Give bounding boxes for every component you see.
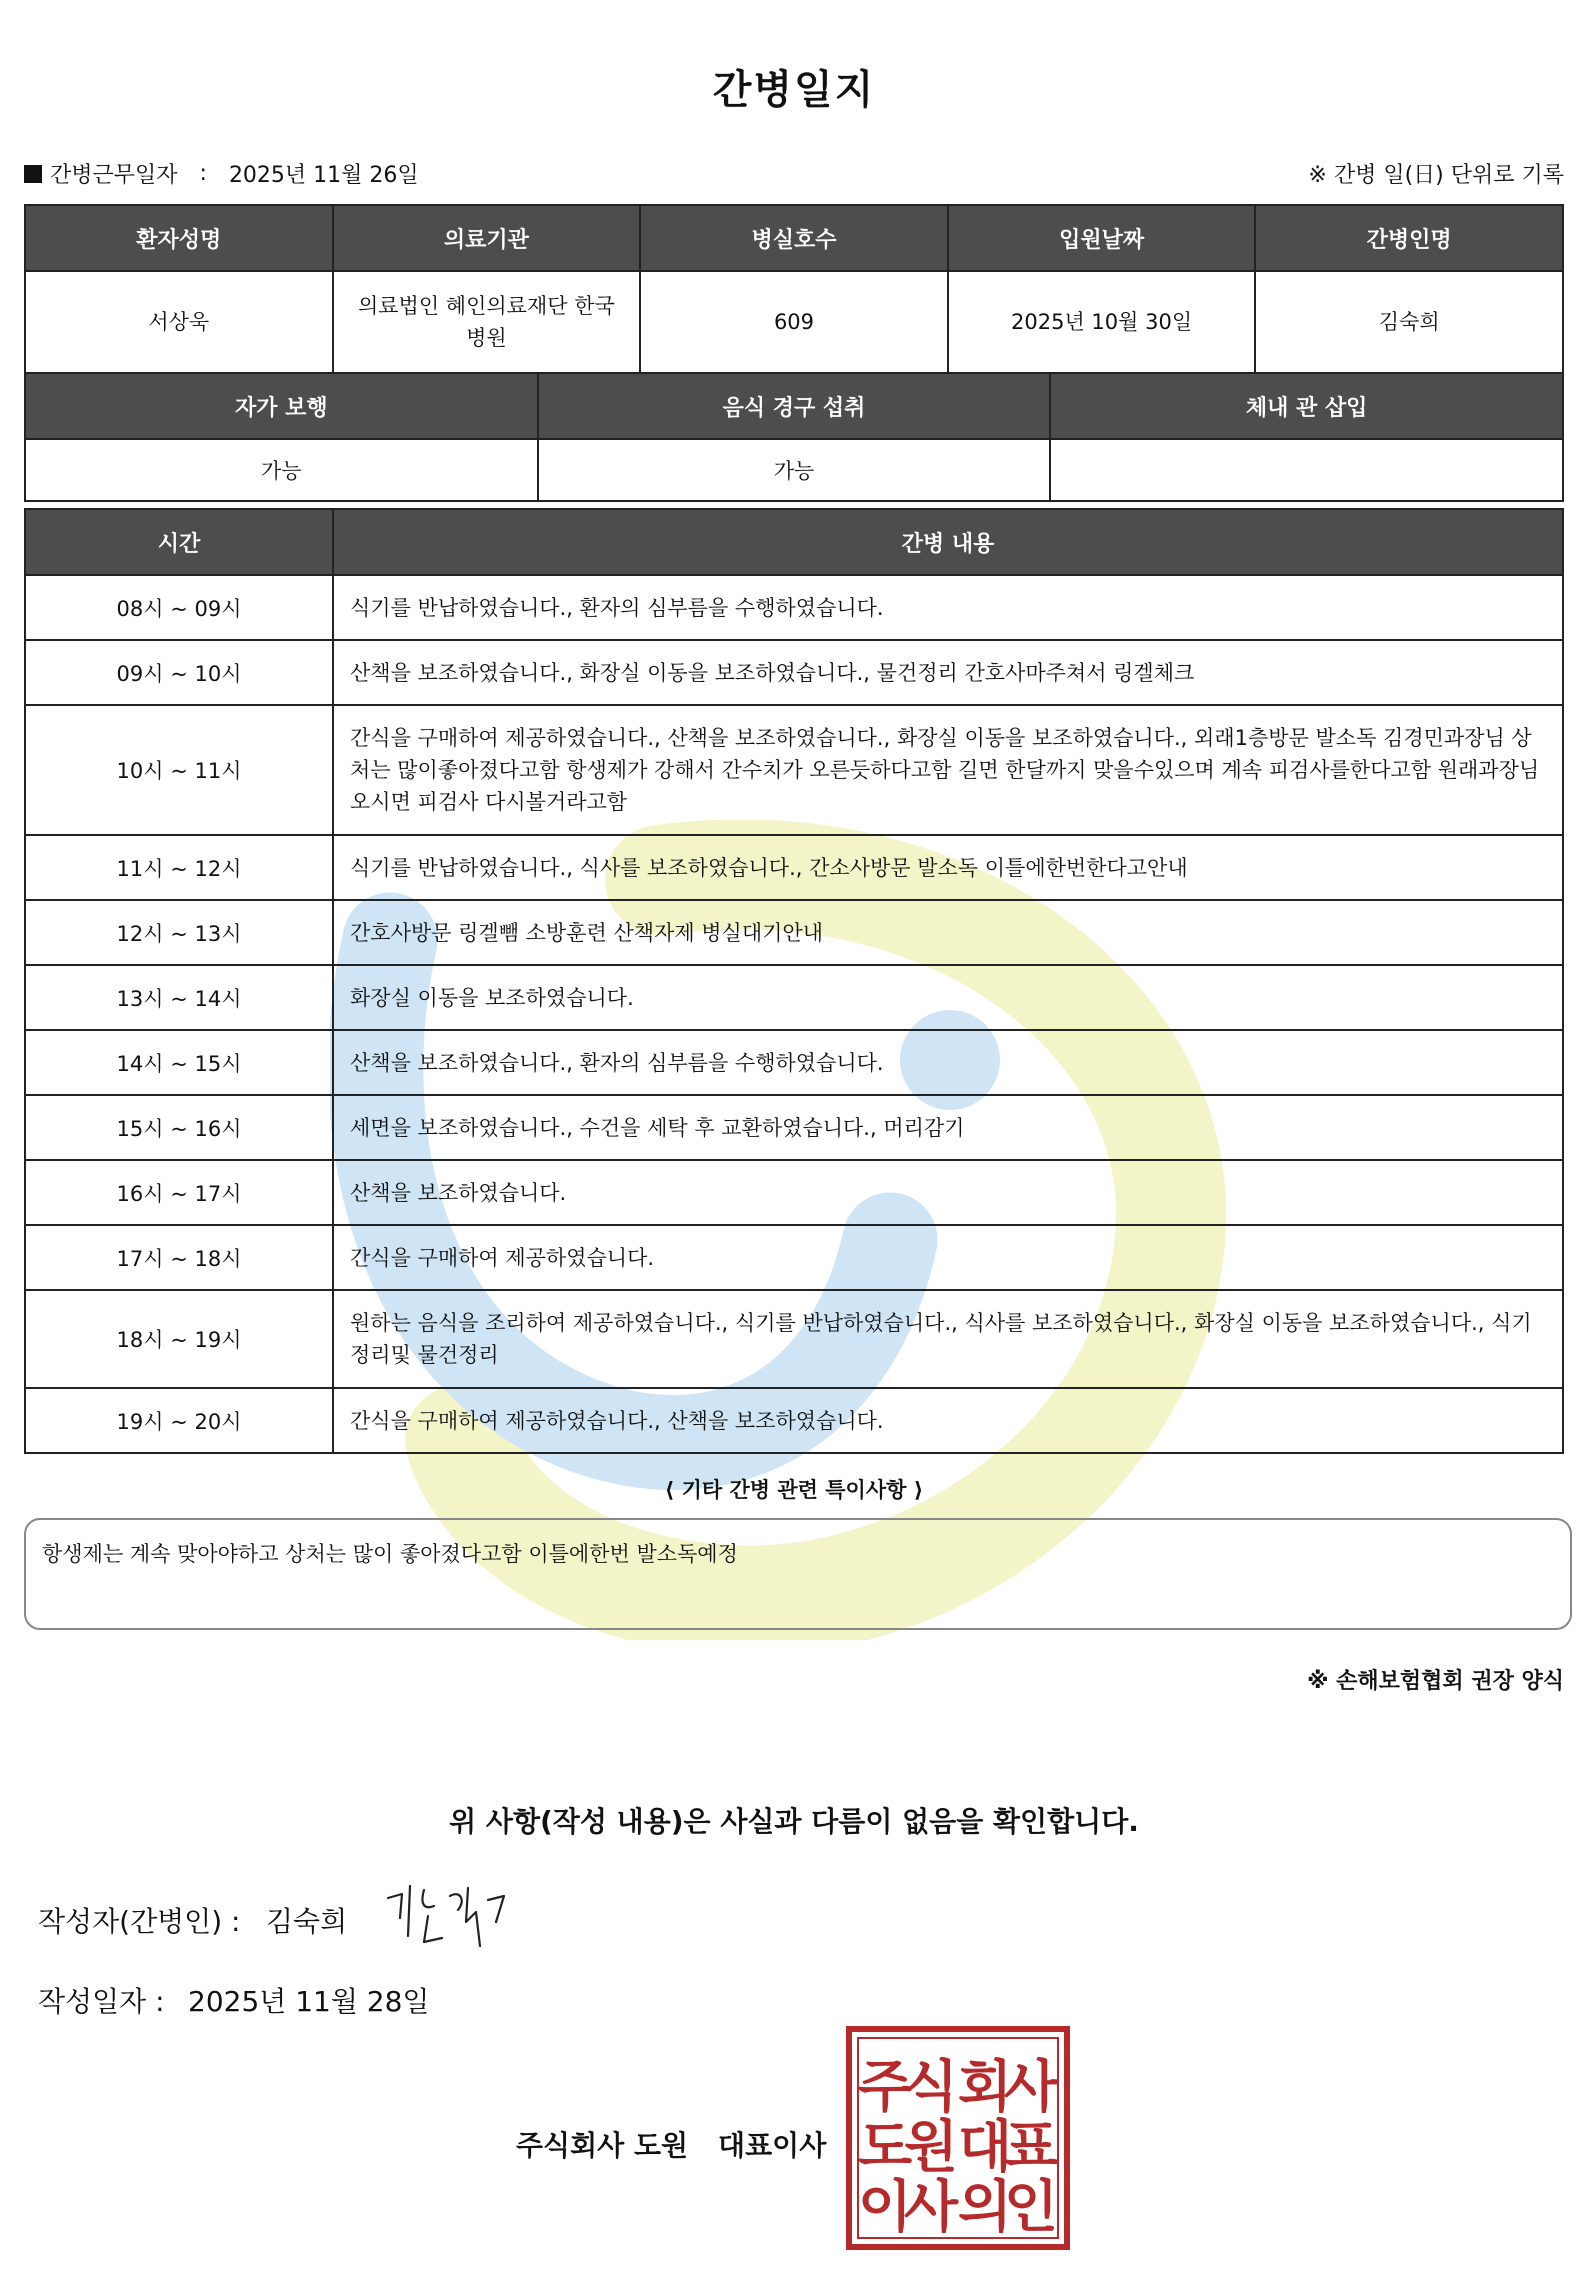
oral-intake-value: 가능 [538,439,1051,501]
header-oral-intake: 음식 경구 섭취 [538,373,1051,439]
care-content-cell: 식기를 반납하였습니다., 환자의 심부름을 수행하였습니다. [333,575,1563,640]
hospital-name: 의료법인 혜인의료재단 한국병원 [333,271,641,373]
table-row [25,1290,1563,1388]
company-signature-line [516,2124,826,2164]
table-row [25,1095,1563,1160]
caregiver-name: 김숙희 [1255,271,1563,373]
table-row [25,575,1563,640]
header-caregiver: 간병인명 [1255,205,1563,271]
care-content-cell: 간호사방문 링겔뺌 소방훈련 산책자제 병실대기안내 [333,900,1563,965]
tube-insertion-value [1050,439,1563,501]
table-row [25,835,1563,900]
header-time: 시간 [25,509,333,575]
time-cell: 12시 ~ 13시 [25,900,333,965]
time-cell: 15시 ~ 16시 [25,1095,333,1160]
time-cell: 14시 ~ 15시 [25,1030,333,1095]
time-cell: 09시 ~ 10시 [25,640,333,705]
header-admission-date: 입원날짜 [948,205,1256,271]
svg-text:주: 주 [857,2055,913,2120]
time-cell: 11시 ~ 12시 [25,835,333,900]
care-content-cell: 화장실 이동을 보조하였습니다. [333,965,1563,1030]
table-row [25,1030,1563,1095]
care-log-header-row [25,509,1563,575]
care-content-cell: 산책을 보조하였습니다. [333,1160,1563,1225]
table-row [25,965,1563,1030]
record-unit-note: ※ 간병 일(日) 단위로 기록 [1308,163,1564,188]
recommend-form-note: ※ 손해보험협회 권장 양식 [1307,1669,1564,1694]
admission-date: 2025년 10월 30일 [948,271,1256,373]
company-name: 주식회사 도원 [516,2129,689,2162]
svg-text:이: 이 [857,2175,913,2240]
time-cell: 17시 ~ 18시 [25,1225,333,1290]
status-value-row [25,439,1563,501]
time-cell: 10시 ~ 11시 [25,705,333,835]
work-date-label: 간병근무일자 [50,163,178,188]
svg-text:사: 사 [1003,2055,1059,2120]
care-log-table [24,508,1564,1454]
handwritten-signature [380,1876,520,1956]
care-content-cell: 간식을 구매하여 제공하였습니다., 산책을 보조하였습니다. [333,1388,1563,1453]
special-notes-heading: ⟨ 기타 간병 관련 특이사항 ⟩ [664,1478,924,1502]
header-tube-insertion: 체내 관 삽입 [1050,373,1563,439]
header-care-content: 간병 내용 [333,509,1563,575]
time-cell: 19시 ~ 20시 [25,1388,333,1453]
table-row [25,900,1563,965]
header-self-walking: 자가 보행 [25,373,538,439]
patient-name: 서상욱 [25,271,333,373]
svg-text:대: 대 [957,2115,1013,2180]
table-row [25,640,1563,705]
care-content-cell: 산책을 보조하였습니다., 환자의 심부름을 수행하였습니다. [333,1030,1563,1095]
time-cell: 08시 ~ 09시 [25,575,333,640]
document-title: 간병일지 [712,67,876,113]
ceo-title: 대표이사 [718,2129,827,2162]
table-row [25,705,1563,835]
care-content-cell: 간식을 구매하여 제공하였습니다. [333,1225,1563,1290]
patient-info-value-row [25,271,1563,373]
patient-info-header-row [25,205,1563,271]
special-notes-text: 항생제는 계속 맞아야하고 상처는 많이 좋아졌다고함 이틀에한번 발소독예정 [42,1542,738,1566]
svg-text:식: 식 [903,2055,959,2120]
table-row [25,1225,1563,1290]
care-content-cell: 세면을 보조하였습니다., 수건을 세탁 후 교환하였습니다., 머리감기 [333,1095,1563,1160]
header-patient-name: 환자성명 [25,205,333,271]
time-cell: 16시 ~ 17시 [25,1160,333,1225]
special-notes-box [24,1518,1572,1630]
svg-text:표: 표 [1003,2115,1059,2180]
time-cell: 13시 ~ 14시 [25,965,333,1030]
header-room: 병실호수 [640,205,948,271]
company-seal-stamp [846,2026,1070,2250]
care-content-cell: 식기를 반납하였습니다., 식사를 보조하였습니다., 간소사방문 발소독 이틀에한번한다고안내 [333,835,1563,900]
table-row [25,1388,1563,1453]
self-walking-value: 가능 [25,439,538,501]
patient-status-table [24,372,1564,502]
writer-label: 작성자(간병인) : [38,1905,241,1938]
svg-text:사: 사 [903,2175,959,2240]
work-date [24,158,419,189]
header-hospital: 의료기관 [333,205,641,271]
svg-text:원: 원 [903,2115,959,2180]
table-row [25,1160,1563,1225]
status-header-row [25,373,1563,439]
written-date-line [38,1980,429,2020]
care-content-cell: 간식을 구매하여 제공하였습니다., 산책을 보조하였습니다., 화장실 이동을 보조하였습니다., 외래1층방문 발소독 김경민과장님 상처는 많이좋아졌다고함 항생제가 강해서 간수치가 오른듯하다고함 길면 한달까지 맞을수있으며 계속 피검사를한다고함 원래과장님 오시면 피검사 다시볼거라고함 [333,705,1563,835]
work-date-value: 2025년 11월 26일 [228,163,419,188]
writer-line [38,1900,347,1940]
svg-text:도: 도 [857,2115,913,2180]
time-cell: 18시 ~ 19시 [25,1290,333,1388]
svg-text:의: 의 [957,2175,1013,2240]
svg-text:회: 회 [957,2055,1013,2120]
care-content-cell: 산책을 보조하였습니다., 화장실 이동을 보조하였습니다., 물건정리 간호사마주쳐서 링겔체크 [333,640,1563,705]
confirmation-statement: 위 사항(작성 내용)은 사실과 다름이 없음을 확인합니다. [449,1805,1139,1838]
patient-info-table [24,204,1564,374]
room-number: 609 [640,271,948,373]
svg-text:인: 인 [1003,2175,1059,2240]
written-date-label: 작성일자 : [38,1985,165,2018]
care-content-cell: 원하는 음식을 조리하여 제공하였습니다., 식기를 반납하였습니다., 식사를 보조하였습니다., 화장실 이동을 보조하였습니다., 식기정리및 물건정리 [333,1290,1563,1388]
writer-name: 김숙희 [266,1905,348,1938]
written-date-value: 2025년 11월 28일 [188,1985,430,2018]
work-date-separator: : [199,161,207,186]
square-bullet-icon [24,165,42,183]
